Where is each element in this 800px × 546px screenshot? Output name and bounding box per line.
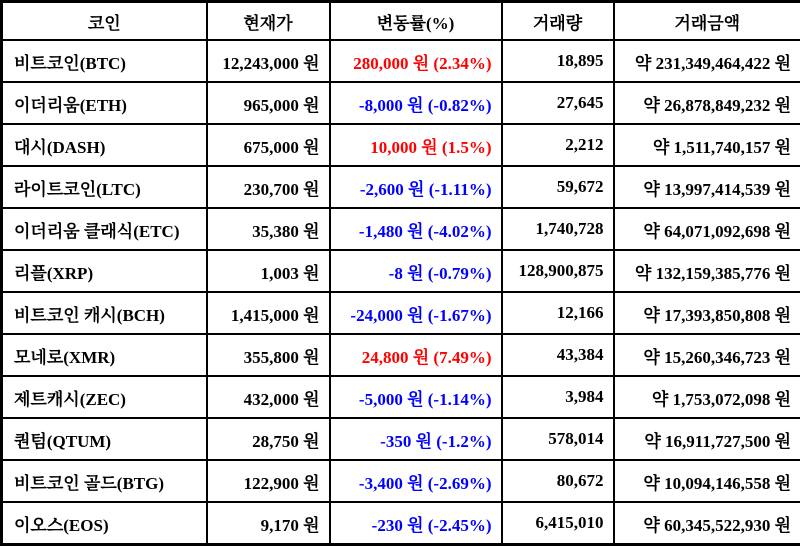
trade-amount: 약 1,753,072,098 원 (614, 376, 800, 418)
coin-name: 비트코인 캐시(BCH) (2, 292, 207, 334)
table-row (2, 334, 800, 376)
trade-amount: 약 1,511,740,157 원 (614, 124, 800, 166)
current-price: 12,243,000 원 (207, 40, 330, 82)
coin-name: 퀀텀(QTUM) (2, 418, 207, 460)
change-rate: 10,000 원 (1.5%) (330, 124, 502, 166)
header-coin: 코인 (2, 2, 207, 41)
table-row (2, 250, 800, 292)
change-rate: -8,000 원 (-0.82%) (330, 82, 502, 124)
volume: 6,415,010 (502, 502, 614, 545)
trade-amount: 약 15,260,346,723 원 (614, 334, 800, 376)
volume: 3,984 (502, 376, 614, 418)
header-row (2, 2, 800, 41)
coin-name: 라이트코인(LTC) (2, 166, 207, 208)
current-price: 1,415,000 원 (207, 292, 330, 334)
change-rate: -1,480 원 (-4.02%) (330, 208, 502, 250)
trade-amount: 약 13,997,414,539 원 (614, 166, 800, 208)
change-rate: -8 원 (-0.79%) (330, 250, 502, 292)
change-rate: 24,800 원 (7.49%) (330, 334, 502, 376)
change-rate: -5,000 원 (-1.14%) (330, 376, 502, 418)
volume: 80,672 (502, 460, 614, 502)
trade-amount: 약 17,393,850,808 원 (614, 292, 800, 334)
current-price: 675,000 원 (207, 124, 330, 166)
trade-amount: 약 64,071,092,698 원 (614, 208, 800, 250)
current-price: 28,750 원 (207, 418, 330, 460)
header-current-price: 현재가 (207, 2, 330, 41)
header-volume: 거래량 (502, 2, 614, 41)
coin-name: 이더리움(ETH) (2, 82, 207, 124)
table-row (2, 166, 800, 208)
volume: 12,166 (502, 292, 614, 334)
table-row (2, 208, 800, 250)
change-rate: -230 원 (-2.45%) (330, 502, 502, 545)
change-rate: -350 원 (-1.2%) (330, 418, 502, 460)
coin-name: 비트코인(BTC) (2, 40, 207, 82)
current-price: 230,700 원 (207, 166, 330, 208)
header-change-rate: 변동률(%) (330, 2, 502, 41)
trade-amount: 약 26,878,849,232 원 (614, 82, 800, 124)
table-row (2, 40, 800, 82)
volume: 43,384 (502, 334, 614, 376)
table-body (2, 40, 800, 545)
volume: 27,645 (502, 82, 614, 124)
current-price: 122,900 원 (207, 460, 330, 502)
table-row (2, 376, 800, 418)
coin-name: 이더리움 클래식(ETC) (2, 208, 207, 250)
volume: 578,014 (502, 418, 614, 460)
coin-name: 이오스(EOS) (2, 502, 207, 545)
volume: 18,895 (502, 40, 614, 82)
coin-name: 비트코인 골드(BTG) (2, 460, 207, 502)
change-rate: -3,400 원 (-2.69%) (330, 460, 502, 502)
change-rate: 280,000 원 (2.34%) (330, 40, 502, 82)
coin-name: 대시(DASH) (2, 124, 207, 166)
coin-name: 제트캐시(ZEC) (2, 376, 207, 418)
trade-amount: 약 16,911,727,500 원 (614, 418, 800, 460)
header-trade-amount: 거래금액 (614, 2, 800, 41)
trade-amount: 약 231,349,464,422 원 (614, 40, 800, 82)
current-price: 1,003 원 (207, 250, 330, 292)
change-rate: -24,000 원 (-1.67%) (330, 292, 502, 334)
current-price: 355,800 원 (207, 334, 330, 376)
volume: 59,672 (502, 166, 614, 208)
volume: 1,740,728 (502, 208, 614, 250)
coin-name: 모네로(XMR) (2, 334, 207, 376)
table-row (2, 460, 800, 502)
table-row (2, 418, 800, 460)
current-price: 432,000 원 (207, 376, 330, 418)
table-header (2, 2, 800, 41)
trade-amount: 약 10,094,146,558 원 (614, 460, 800, 502)
table-row (2, 124, 800, 166)
volume: 2,212 (502, 124, 614, 166)
table-row (2, 82, 800, 124)
change-rate: -2,600 원 (-1.11%) (330, 166, 502, 208)
current-price: 965,000 원 (207, 82, 330, 124)
coin-name: 리플(XRP) (2, 250, 207, 292)
table-row (2, 502, 800, 545)
volume: 128,900,875 (502, 250, 614, 292)
current-price: 9,170 원 (207, 502, 330, 545)
trade-amount: 약 132,159,385,776 원 (614, 250, 800, 292)
current-price: 35,380 원 (207, 208, 330, 250)
trade-amount: 약 60,345,522,930 원 (614, 502, 800, 545)
table-row (2, 292, 800, 334)
